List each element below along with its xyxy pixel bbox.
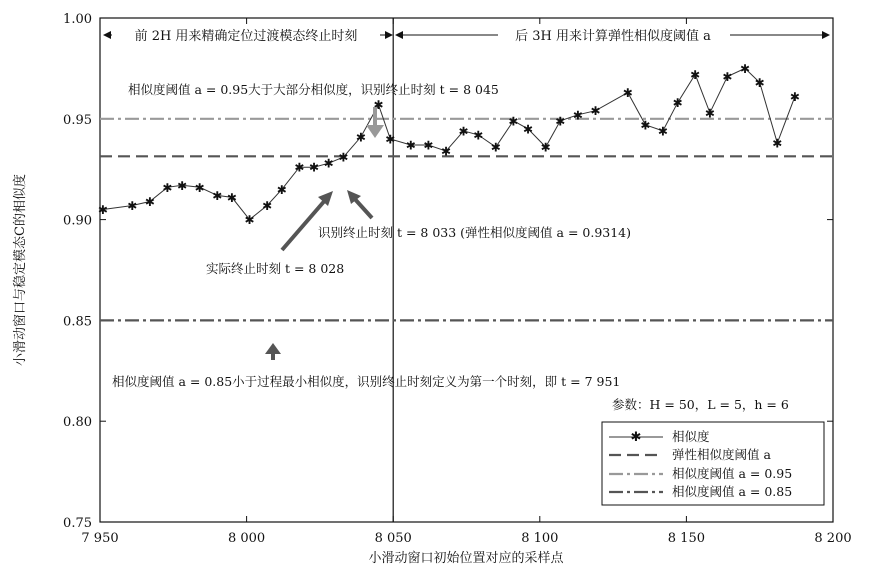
data-point-marker: ✱ — [355, 130, 366, 145]
y-tick-label: 0.90 — [63, 213, 92, 229]
data-point-marker: ✱ — [640, 118, 651, 133]
top-arrowhead-1 — [103, 31, 111, 39]
data-point-marker: ✱ — [338, 150, 349, 165]
legend-label-thr095: 相似度阈值 a = 0.95 — [672, 466, 793, 481]
data-point-marker: ✱ — [177, 178, 188, 193]
legend-label-thr085: 相似度阈值 a = 0.85 — [672, 484, 793, 499]
data-point-marker: ✱ — [523, 122, 534, 137]
data-point-marker: ✱ — [194, 180, 205, 195]
data-point-marker: ✱ — [162, 180, 173, 195]
data-point-marker: ✱ — [423, 138, 434, 153]
data-point-marker: ✱ — [789, 90, 800, 105]
arrow-thr085-head — [265, 343, 281, 354]
x-tick-label: 8 150 — [667, 531, 706, 546]
data-point-marker: ✱ — [540, 140, 551, 155]
top-arrowhead-4 — [822, 31, 830, 39]
data-point-marker: ✱ — [244, 213, 255, 228]
top-annotation-bar — [103, 28, 830, 44]
data-point-marker: ✱ — [144, 194, 155, 209]
legend-label-elastic: 弹性相似度阈值 a — [672, 447, 771, 462]
data-point-marker: ✱ — [127, 198, 138, 213]
data-point-marker: ✱ — [323, 156, 334, 171]
data-point-marker: ✱ — [373, 98, 384, 113]
x-tick-label: 8 200 — [814, 531, 852, 546]
x-axis-label: 小滑动窗口初始位置对应的采样点 — [368, 551, 564, 566]
annotation-actual: 实际终止时刻 t = 8 028 — [206, 261, 345, 276]
arrow-thr095-gray-head — [366, 125, 384, 138]
data-point-marker: ✱ — [555, 114, 566, 129]
x-tick-label: 8 100 — [521, 531, 559, 546]
arrow-elastic — [353, 197, 372, 218]
legend-swatch-similarity-star: ✱ — [630, 430, 642, 445]
y-tick-label: 0.85 — [63, 314, 92, 330]
data-point-marker: ✱ — [97, 203, 108, 218]
legend — [602, 422, 824, 505]
data-point-marker: ✱ — [440, 144, 452, 159]
annotation-params: 参数：H = 50，L = 5，h = 6 — [612, 397, 789, 412]
data-point-marker: ✱ — [490, 140, 501, 155]
data-point-marker: ✱ — [294, 160, 305, 175]
data-point-marker: ✱ — [704, 106, 715, 121]
y-tick-label: 0.80 — [63, 415, 92, 431]
y-tick-label: 0.75 — [63, 516, 92, 531]
top-arrowhead-2 — [385, 31, 393, 39]
data-point-marker: ✱ — [226, 190, 237, 205]
data-point-marker: ✱ — [309, 160, 320, 175]
x-tick-label: 8 050 — [374, 531, 412, 546]
y-axis-label: 小滑动窗口与稳定模态C的相似度 — [13, 174, 28, 366]
top-arrowhead-3 — [395, 31, 403, 39]
data-point-marker: ✱ — [212, 188, 223, 203]
data-point-marker: ✱ — [772, 136, 783, 151]
legend-label-similarity: 相似度 — [672, 429, 710, 444]
data-point-marker: ✱ — [590, 104, 601, 119]
data-point-marker: ✱ — [672, 96, 683, 111]
data-point-marker: ✱ — [657, 124, 668, 139]
data-point-marker: ✱ — [458, 124, 469, 139]
top-annotation-left: 前 2H 用来精确定位过渡模态终止时刻 — [134, 29, 358, 44]
data-point-marker: ✱ — [622, 86, 633, 101]
y-tick-label: 1.00 — [63, 12, 92, 27]
data-point-marker: ✱ — [690, 67, 701, 82]
x-tick-label: 8 000 — [227, 531, 266, 546]
annotation-thr095: 相似度阈值 a = 0.95大于大部分相似度，识别终止时刻 t = 8 045 — [128, 82, 499, 97]
arrow-actual — [282, 198, 327, 250]
annotation-elastic: 识别终止时刻 t = 8 033 (弹性相似度阈值 a = 0.9314) — [318, 225, 632, 240]
data-point-marker: ✱ — [262, 198, 273, 213]
y-tick-label: 0.95 — [63, 112, 92, 128]
data-point-marker: ✱ — [740, 61, 751, 76]
data-point-marker: ✱ — [572, 108, 583, 123]
data-point-marker: ✱ — [276, 182, 287, 197]
data-point-marker: ✱ — [385, 132, 396, 147]
x-tick-label: 7 950 — [81, 531, 119, 546]
data-point-marker: ✱ — [405, 138, 416, 153]
annotation-thr085: 相似度阈值 a = 0.85小于过程最小相似度，识别终止时刻定义为第一个时刻，即 t = 7 951 — [112, 374, 621, 389]
top-annotation-right: 后 3H 用来计算弹性相似度阈值 a — [515, 29, 711, 44]
data-point-marker: ✱ — [722, 69, 733, 84]
data-point-marker: ✱ — [508, 114, 519, 129]
data-point-marker: ✱ — [754, 76, 765, 91]
data-point-marker: ✱ — [473, 128, 484, 143]
